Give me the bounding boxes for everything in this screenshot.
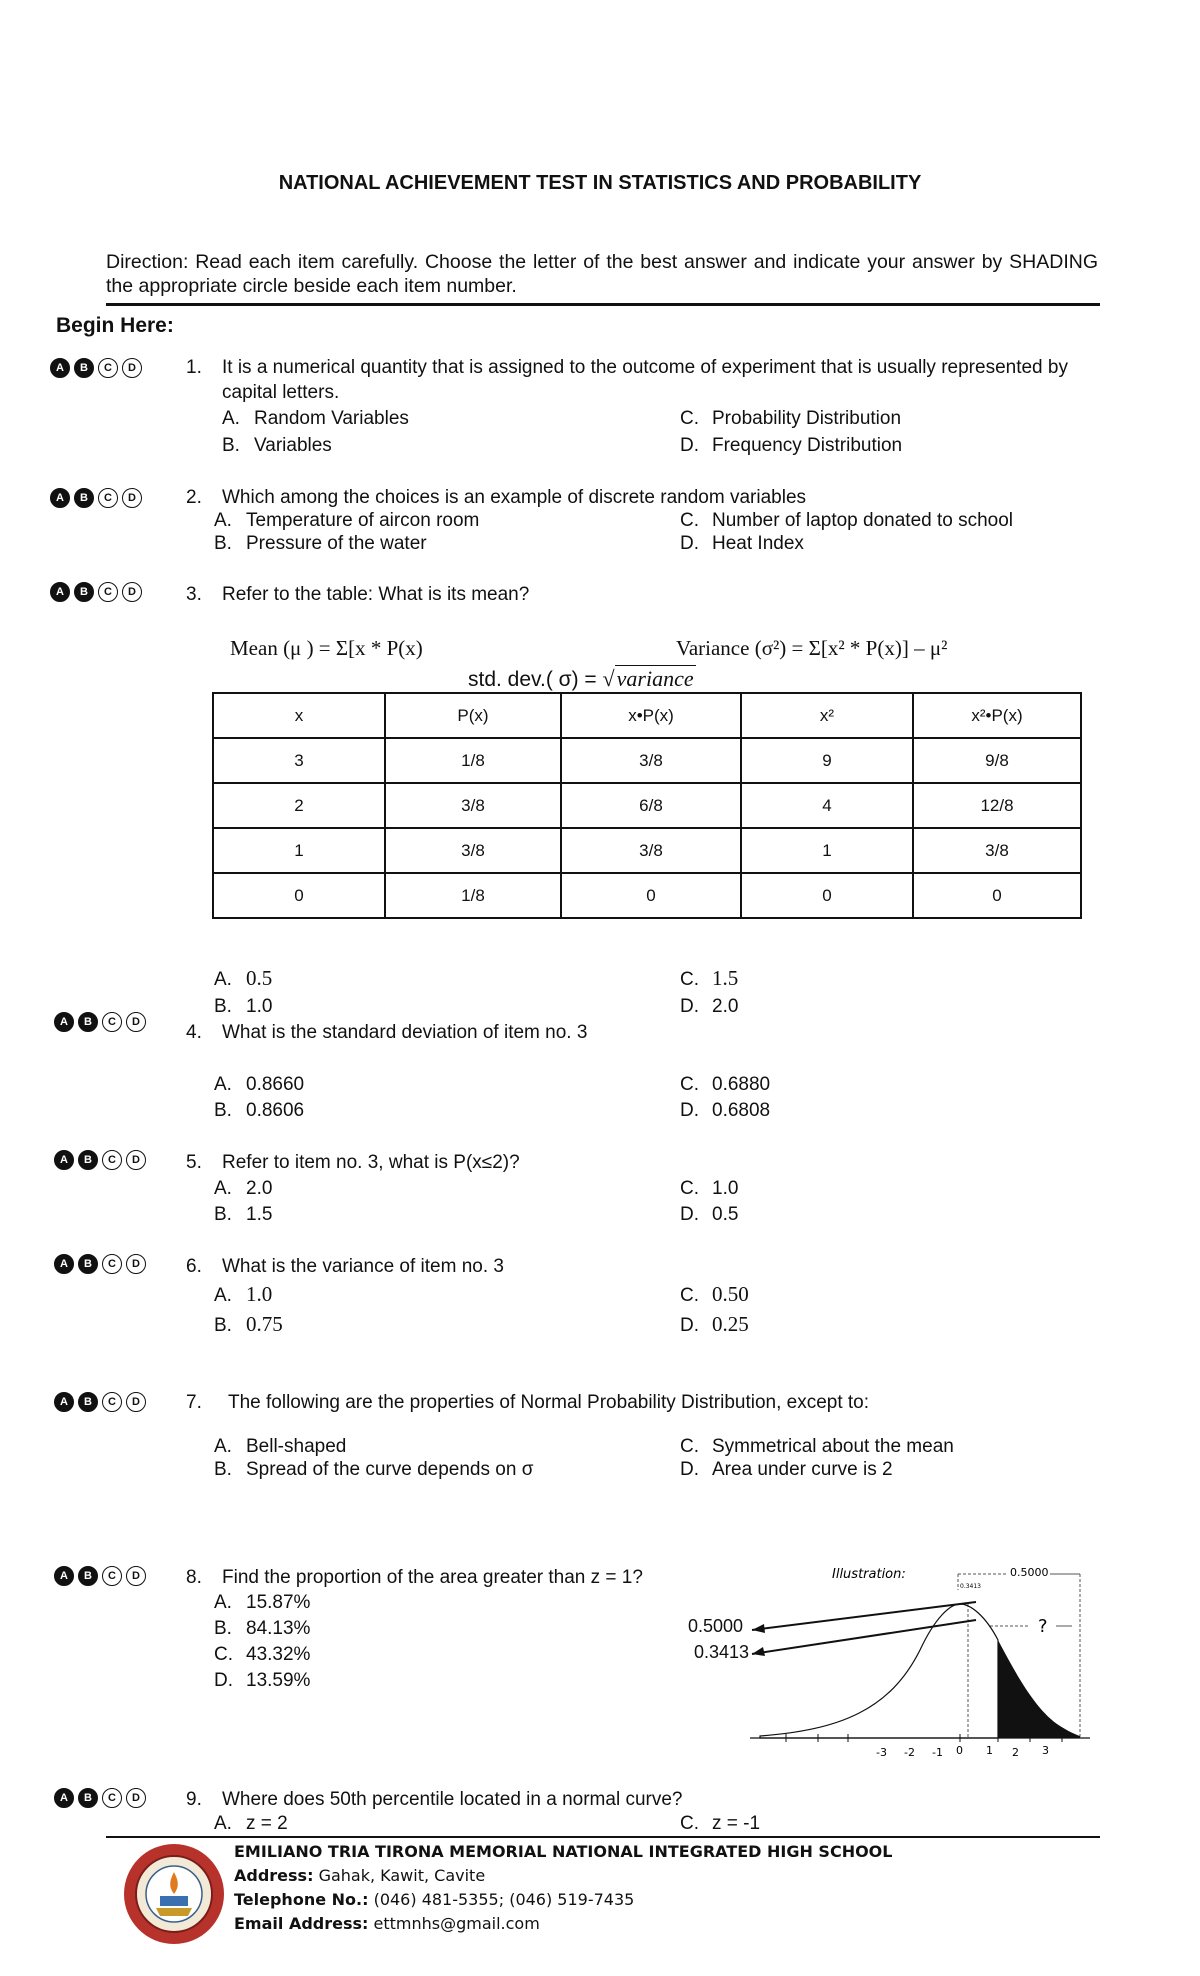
table-cell: 3/8 [561,828,741,873]
bubble-a[interactable]: A [50,358,70,378]
choice-b: B. Variables [222,435,332,456]
bubble-a[interactable]: A [50,488,70,508]
school-name: EMILIANO TRIA TIRONA MEMORIAL NATIONAL INTEGRATED HIGH SCHOOL [234,1842,893,1861]
table-cell: 0 [561,873,741,918]
table-header: P(x) [385,693,561,738]
illustration-left-label: 0.3413 [694,1642,750,1662]
table-row [213,873,1081,918]
bubble-b[interactable]: B [78,1788,98,1808]
bubble-b[interactable]: B [74,358,94,378]
table-cell: 0 [213,873,385,918]
bubble-d[interactable]: D [122,358,142,378]
tick-label: -1 [932,1746,943,1759]
table-cell: 0 [741,873,913,918]
table-cell: 3/8 [913,828,1081,873]
answer-bubbles-q2[interactable] [50,488,142,508]
bubble-b[interactable]: B [74,488,94,508]
bubble-b[interactable]: B [78,1392,98,1412]
choice-a: A. 1.0 [214,1282,273,1306]
tick-label: 1 [986,1744,993,1757]
page-title: NATIONAL ACHIEVEMENT TEST IN STATISTICS AND PROBABILITY [278,172,922,194]
bubble-b[interactable]: B [78,1012,98,1032]
table-header: x [213,693,385,738]
choice-c: C. 1.0 [680,1178,739,1199]
question-text: Refer to item no. 3, what is P(x≤2)? [222,1152,520,1173]
choice-a: A. Bell-shaped [214,1436,347,1457]
question-text: Find the proportion of the area greater than z = 1? [222,1567,643,1588]
table-cell: 12/8 [913,783,1081,828]
question-number: 3. [186,584,202,605]
question-text: Which among the choices is an example of discrete random variables [222,487,807,508]
bubble-c[interactable]: C [98,582,118,602]
choice-c: C. Symmetrical about the mean [680,1436,954,1457]
question-text: Refer to the table: What is its mean? [222,584,530,605]
choice-b: B. 1.0 [214,996,273,1017]
choice-a: A. 0.8660 [214,1074,305,1095]
choice-d: D. Frequency Distribution [680,435,903,456]
table-cell: 0 [913,873,1081,918]
bubble-d[interactable]: D [126,1254,146,1274]
bubble-a[interactable]: A [54,1788,74,1808]
bubble-b[interactable]: B [78,1566,98,1586]
answer-bubbles-q3[interactable] [50,582,142,602]
table-row [213,783,1081,828]
choice-a: A. 2.0 [214,1178,273,1199]
bubble-c[interactable]: C [102,1788,122,1808]
footer-info [234,1840,892,1936]
question-number: 1. [186,357,202,378]
phone-line: Telephone No.: (046) 481-5355; (046) 519-7435 [234,1890,635,1909]
choice-a: A. 15.87% [214,1592,311,1613]
table-header: x•P(x) [561,693,741,738]
bubble-c[interactable]: C [102,1392,122,1412]
answer-bubbles-q6[interactable] [54,1254,146,1274]
table-cell: 9/8 [913,738,1081,783]
choice-a: A. Random Variables [222,408,409,429]
bubble-a[interactable]: A [54,1254,74,1274]
bubble-b[interactable]: B [74,582,94,602]
answer-bubbles-q5[interactable] [54,1150,146,1170]
choice-b: B. 1.5 [214,1204,273,1225]
choice-a: A. Temperature of aircon room [214,510,480,531]
direction-text: Direction: Read each item carefully. Choose the letter of the best answer and indicate your answer by SHADING the appropriate circle beside each item number. [106,251,1098,297]
bubble-c[interactable]: C [98,358,118,378]
table-cell: 3/8 [385,783,561,828]
choice-d: D. 13.59% [214,1670,311,1691]
choice-d: D. 0.5 [680,1204,739,1225]
tick-label: -3 [876,1746,887,1759]
illustration-question-mark: ? [1038,1616,1048,1637]
table-cell: 9 [741,738,913,783]
bubble-b[interactable]: B [78,1254,98,1274]
choice-d: D. Area under curve is 2 [680,1459,893,1480]
illustration-title: Illustration: [832,1567,906,1582]
question-text: The following are the properties of Normal Probability Distribution, except to: [228,1392,870,1413]
choice-c: C. Probability Distribution [680,408,902,429]
choice-a: A. z = 2 [214,1813,288,1834]
choice-b: B. Spread of the curve depends on σ [214,1459,534,1480]
school-seal-logo [122,1842,226,1946]
question-text: What is the standard deviation of item no. 3 [222,1022,588,1043]
table-row [213,738,1081,783]
choice-c: C. Number of laptop donated to school [680,510,1014,531]
question-number: 8. [186,1567,202,1588]
tick-label: 0 [956,1744,963,1757]
choice-b: B. 0.75 [214,1312,283,1336]
table-header: x² [741,693,913,738]
question-number: 6. [186,1256,202,1277]
bubble-d[interactable]: D [126,1392,146,1412]
mean-formula: Mean (μ ) = Σ[x * P(x) [230,636,423,660]
bubble-b[interactable]: B [78,1150,98,1170]
choice-c: C. 43.32% [214,1644,311,1665]
table-cell: 1 [213,828,385,873]
question-number: 7. [186,1392,202,1413]
choice-a: A. 0.5 [214,966,273,990]
choice-b: B. Pressure of the water [214,533,427,554]
choice-d: D. 2.0 [680,996,739,1017]
answer-bubbles-q7[interactable] [54,1392,146,1412]
bubble-d[interactable]: D [126,1012,146,1032]
table-cell: 2 [213,783,385,828]
address-line: Address: Gahak, Kawit, Cavite [234,1866,486,1885]
begin-label: Begin Here: [56,314,174,337]
illustration-left-label: 0.5000 [688,1616,744,1636]
table-cell: 1/8 [385,873,561,918]
table-cell: 3 [213,738,385,783]
question-text: What is the variance of item no. 3 [222,1256,504,1277]
table-row [213,828,1081,873]
bubble-c[interactable]: C [102,1150,122,1170]
tick-label: 3 [1042,1744,1049,1757]
table-cell: 4 [741,783,913,828]
table-cell: 3/8 [561,738,741,783]
illustration-arrows [750,1596,980,1676]
bubble-a[interactable]: A [54,1150,74,1170]
choice-d: D. 0.6808 [680,1100,771,1121]
choice-c: C. z = -1 [680,1813,761,1834]
probability-table [212,692,1082,919]
choice-c: C. 1.5 [680,966,739,990]
stddev-formula: std. dev.( σ) = √variance [468,666,694,691]
question-text: Where does 50th percentile located in a normal curve? [222,1789,683,1810]
bubble-a[interactable]: A [54,1566,74,1586]
tick-label: -2 [904,1746,915,1759]
table-header: x²•P(x) [913,693,1081,738]
answer-bubbles-q9[interactable] [54,1788,146,1808]
table-cell: 1/8 [385,738,561,783]
bubble-a[interactable]: A [54,1392,74,1412]
question-number: 5. [186,1152,202,1173]
answer-bubbles-q1[interactable] [50,358,142,378]
variance-formula: Variance (σ²) = Σ[x² * P(x)] – μ² [676,636,948,660]
choice-d: D. Heat Index [680,533,804,554]
choice-c: C. 0.6880 [680,1074,771,1095]
table-cell: 6/8 [561,783,741,828]
question-number: 2. [186,487,202,508]
bubble-d[interactable]: D [122,488,142,508]
question-number: 9. [186,1789,202,1810]
email-line: Email Address: ettmnhs@gmail.com [234,1914,540,1933]
bubble-c[interactable]: C [102,1254,122,1274]
choice-c: C. 0.50 [680,1282,749,1306]
choice-b: B. 0.8606 [214,1100,305,1121]
tick-label: 2 [1012,1746,1019,1759]
bubble-d[interactable]: D [126,1566,146,1586]
question-text: It is a numerical quantity that is assigned to the outcome of experiment that is usually represented by capital letters. [222,357,1068,403]
illustration-small-value: 0.3413 [960,1583,981,1590]
bubble-c[interactable]: C [102,1012,122,1032]
choice-d: D. 0.25 [680,1312,749,1336]
question-number: 4. [186,1022,202,1043]
table-cell: 3/8 [385,828,561,873]
bubble-c[interactable]: C [102,1566,122,1586]
answer-bubbles-q8[interactable] [54,1566,146,1586]
bubble-c[interactable]: C [98,488,118,508]
illustration-top-value: 0.5000 [1010,1566,1049,1579]
bubble-a[interactable]: A [54,1012,74,1032]
bubble-d[interactable]: D [126,1788,146,1808]
header-divider [106,303,1100,306]
choice-b: B. 84.13% [214,1618,311,1639]
bubble-a[interactable]: A [50,582,70,602]
bubble-d[interactable]: D [122,582,142,602]
table-cell: 1 [741,828,913,873]
answer-bubbles-q4[interactable] [54,1012,146,1032]
bubble-d[interactable]: D [126,1150,146,1170]
footer-divider [106,1836,1100,1838]
